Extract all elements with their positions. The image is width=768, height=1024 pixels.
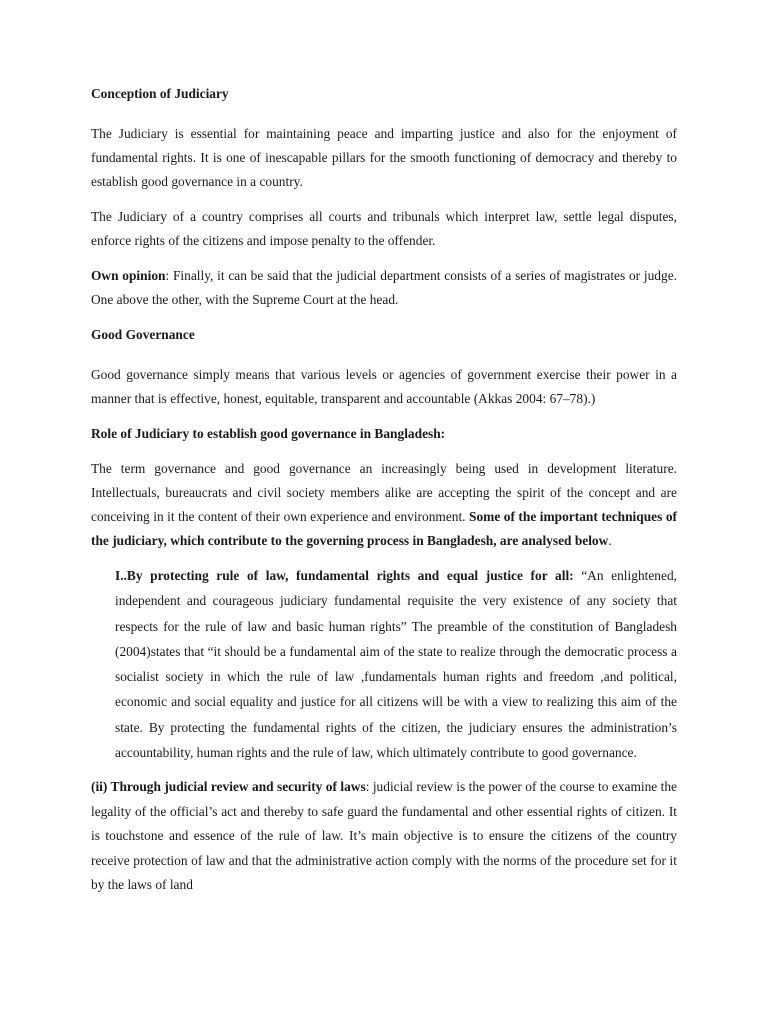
paragraph-judiciary-comprises: The Judiciary of a country comprises all courts and tribunals which interpret law, settle legal disputes, enforce rights of the citizens and impose penalty to the offender. — [91, 209, 677, 248]
rule-of-law-label: I..By protecting rule of law, fundamental rights and equal justice for all: — [115, 568, 574, 583]
heading-good-governance: Good Governance — [91, 327, 195, 342]
heading-role-of-judiciary: Role of Judiciary to establish good governance in Bangladesh: — [91, 426, 446, 441]
governance-literature-text: The term governance and good governance an increasingly being used in development literature. Intellectuals, bureaucrats and civil society members alike are accepting the spirit of the concept and are conceiving in it the content of their own experience and environment. — [91, 461, 677, 524]
paragraph-judicial-review — [91, 775, 677, 898]
paragraph-governance-literature — [91, 457, 677, 553]
important-techniques-text: Some of the important techniques of the judiciary, which contribute to the governing process in Bangladesh, are analysed below — [91, 509, 677, 548]
document-page — [91, 82, 677, 898]
paragraph-judiciary-essential: The Judiciary is essential for maintaining peace and imparting justice and also for the enjoyment of fundamental rights. It is one of inescapable pillars for the smooth functioning of democracy and thereby to establish good governance in a country. — [91, 126, 677, 189]
governance-literature-end: . — [608, 533, 612, 548]
paragraph-rule-of-law — [115, 563, 677, 765]
own-opinion-text: : Finally, it can be said that the judicial department consists of a series of magistrates or judge. One above the other, with the Supreme Court at the head. — [91, 268, 677, 307]
judicial-review-label: (ii) Through judicial review and security of laws — [91, 779, 366, 795]
heading-conception-of-judiciary: Conception of Judiciary — [91, 86, 229, 101]
judicial-review-text: : judicial review is the power of the course to examine the legality of the official’s act and thereby to safe guard the fundamental and other essential rights of citizen. It is touchstone and essence of the rule of law. It’s main objective is to ensure the citizens of the country receive protection of law and that the administrative action comply with the norms of the procedure set for it by the laws of land — [91, 779, 678, 893]
own-opinion-label: Own opinion — [91, 268, 166, 283]
paragraph-good-governance: Good governance simply means that various levels or agencies of government exercise their power in a manner that is effective, honest, equitable, transparent and accountable (Akkas 2004: 67–78).) — [91, 367, 677, 406]
rule-of-law-text: “An enlightened, independent and courageous judiciary fundamental requisite the very existence of any society that respects for the rule of law and basic human rights” The preamble of the constitution of Bangladesh (2004)states that “it should be a fundamental aim of the state to realize through the democratic process a socialist society in which the rule of law ,fundamentals human rights and freedom ,and political, economic and social equality and justice for all citizens will be with a view to realizing this aim of the state. By protecting the fundamental rights of the citizen, the judiciary ensures the administration’s accountability, human rights and the rule of law, which ultimately contribute to good governance. — [115, 568, 677, 761]
paragraph-own-opinion — [91, 264, 677, 312]
list-item-rule-of-law — [91, 563, 677, 765]
